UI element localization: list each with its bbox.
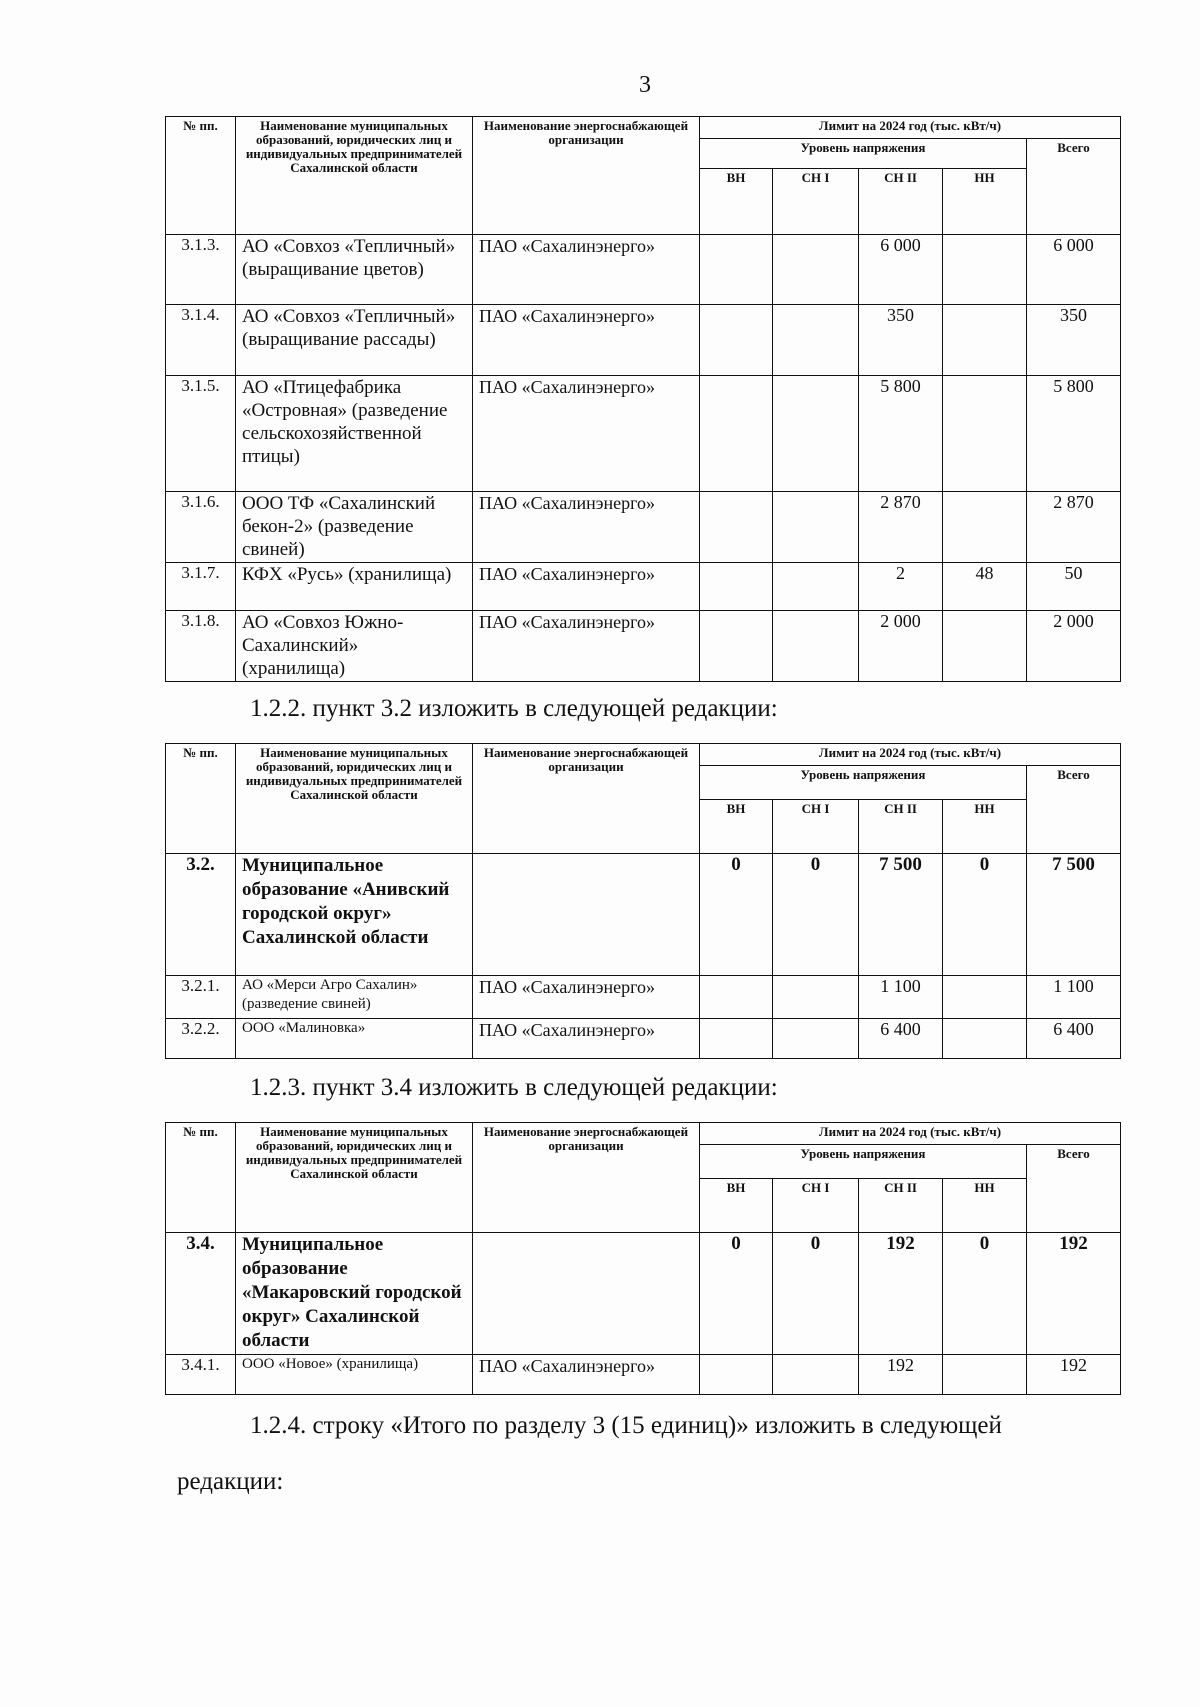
row-sn1: 0 — [773, 1233, 859, 1355]
row-nn: 48 — [943, 563, 1027, 611]
header-org: Наименование энергоснабжающей организации — [473, 744, 700, 854]
header-limit: Лимит на 2024 год (тыс. кВт/ч) — [700, 117, 1121, 139]
header-vn: ВН — [700, 1179, 773, 1233]
row-vn — [700, 611, 773, 682]
row-nn: 0 — [943, 854, 1027, 976]
header-limit: Лимит на 2024 год (тыс. кВт/ч) — [700, 1123, 1121, 1145]
table-row — [166, 976, 1121, 1019]
header-nn: НН — [943, 1179, 1027, 1233]
row-num: 3.4.1. — [166, 1355, 236, 1395]
row-nn — [943, 492, 1027, 563]
row-sn2: 2 000 — [859, 611, 943, 682]
row-name: АО «Птицефабрика «Островная» (разведение сельскохозяйственной птицы) — [236, 376, 473, 492]
row-sn2: 5 800 — [859, 376, 943, 492]
row-sn2: 6 400 — [859, 1019, 943, 1059]
row-name: АО «Совхоз «Тепличный» (выращивание рассады) — [236, 305, 473, 376]
row-nn — [943, 376, 1027, 492]
table-row — [166, 492, 1121, 563]
row-total: 6 000 — [1027, 235, 1121, 305]
row-num: 3.2.2. — [166, 1019, 236, 1059]
header-sn1: СН I — [773, 1179, 859, 1233]
header-vn: ВН — [700, 169, 773, 235]
row-vn: 0 — [700, 854, 773, 976]
row-sn2: 2 — [859, 563, 943, 611]
table-row — [166, 376, 1121, 492]
row-nn — [943, 235, 1027, 305]
row-sn1 — [773, 611, 859, 682]
row-org — [473, 854, 700, 976]
header-total: Всего — [1027, 1145, 1121, 1233]
row-sn2: 350 — [859, 305, 943, 376]
row-name: АО «Мерси Агро Сахалин» (разведение свиней) — [236, 976, 473, 1019]
limits-table-2 — [165, 743, 1121, 1059]
row-org: ПАО «Сахалинэнерго» — [473, 563, 700, 611]
paragraph-1-2-4-main: 1.2.4. строку «Итого по разделу 3 (15 единиц)» изложить в следующей — [250, 1412, 1002, 1439]
table-row — [166, 1233, 1121, 1355]
row-name: ООО «Малиновка» — [236, 1019, 473, 1059]
row-name: ООО «Новое» (хранилища) — [236, 1355, 473, 1395]
table-row — [166, 611, 1121, 682]
table-row — [166, 1019, 1121, 1059]
limits-table-3 — [165, 1122, 1121, 1395]
row-num: 3.2. — [166, 854, 236, 976]
row-nn — [943, 1355, 1027, 1395]
row-sn2: 1 100 — [859, 976, 943, 1019]
header-org: Наименование энергоснабжающей организации — [473, 117, 700, 235]
limits-table-1 — [165, 116, 1121, 682]
row-vn — [700, 976, 773, 1019]
row-nn — [943, 1019, 1027, 1059]
row-vn — [700, 235, 773, 305]
row-sn1 — [773, 305, 859, 376]
row-name: АО «Совхоз «Тепличный» (выращивание цветов) — [236, 235, 473, 305]
row-sn2: 192 — [859, 1233, 943, 1355]
header-num: № пп. — [166, 117, 236, 235]
row-org: ПАО «Сахалинэнерго» — [473, 611, 700, 682]
row-num: 3.2.1. — [166, 976, 236, 1019]
row-vn: 0 — [700, 1233, 773, 1355]
row-org: ПАО «Сахалинэнерго» — [473, 976, 700, 1019]
row-num: 3.1.5. — [166, 376, 236, 492]
paragraph-1-2-4 — [177, 1398, 1120, 1510]
header-name: Наименование муниципальных образований, юридических лиц и индивидуальных предпринимателей Сахалинской области — [236, 117, 473, 235]
row-num: 3.1.4. — [166, 305, 236, 376]
row-vn — [700, 1019, 773, 1059]
row-org: ПАО «Сахалинэнерго» — [473, 1355, 700, 1395]
row-name: Муниципальное образование «Макаровский городской округ» Сахалинской области — [236, 1233, 473, 1355]
row-nn — [943, 611, 1027, 682]
row-org: ПАО «Сахалинэнерго» — [473, 305, 700, 376]
header-limit: Лимит на 2024 год (тыс. кВт/ч) — [700, 744, 1121, 766]
row-nn — [943, 305, 1027, 376]
header-total: Всего — [1027, 139, 1121, 235]
header-total: Всего — [1027, 766, 1121, 854]
header-voltage: Уровень напряжения — [700, 1145, 1027, 1179]
row-nn — [943, 976, 1027, 1019]
table-row — [166, 563, 1121, 611]
row-num: 3.1.7. — [166, 563, 236, 611]
header-sn2: СН II — [859, 169, 943, 235]
table-row — [166, 854, 1121, 976]
row-num: 3.1.8. — [166, 611, 236, 682]
row-name: АО «Совхоз Южно-Сахалинский» (хранилища) — [236, 611, 473, 682]
row-vn — [700, 563, 773, 611]
row-total: 6 400 — [1027, 1019, 1121, 1059]
header-org: Наименование энергоснабжающей организации — [473, 1123, 700, 1233]
header-sn1: СН I — [773, 169, 859, 235]
row-total: 2 000 — [1027, 611, 1121, 682]
row-total: 5 800 — [1027, 376, 1121, 492]
row-sn1 — [773, 563, 859, 611]
header-voltage: Уровень напряжения — [700, 139, 1027, 169]
header-vn: ВН — [700, 800, 773, 854]
row-sn1 — [773, 376, 859, 492]
row-total: 1 100 — [1027, 976, 1121, 1019]
row-org: ПАО «Сахалинэнерго» — [473, 376, 700, 492]
row-num: 3.1.3. — [166, 235, 236, 305]
header-name: Наименование муниципальных образований, юридических лиц и индивидуальных предпринимателей Сахалинской области — [236, 744, 473, 854]
header-nn: НН — [943, 169, 1027, 235]
header-nn: НН — [943, 800, 1027, 854]
row-name: Муниципальное образование «Анивский городской округ» Сахалинской области — [236, 854, 473, 976]
page-number: 3 — [639, 72, 651, 98]
table-row — [166, 1355, 1121, 1395]
row-sn2: 7 500 — [859, 854, 943, 976]
row-sn1 — [773, 235, 859, 305]
table-row — [166, 235, 1121, 305]
row-org: ПАО «Сахалинэнерго» — [473, 235, 700, 305]
paragraph-1-2-2: 1.2.2. пункт 3.2 изложить в следующей редакции: — [250, 695, 778, 722]
row-total: 192 — [1027, 1233, 1121, 1355]
row-name: ООО ТФ «Сахалинский бекон-2» (разведение свиней) — [236, 492, 473, 563]
row-sn1 — [773, 1019, 859, 1059]
row-nn: 0 — [943, 1233, 1027, 1355]
row-num: 3.1.6. — [166, 492, 236, 563]
header-num: № пп. — [166, 1123, 236, 1233]
row-name: КФХ «Русь» (хранилища) — [236, 563, 473, 611]
row-org — [473, 1233, 700, 1355]
row-sn1 — [773, 1355, 859, 1395]
row-sn2: 6 000 — [859, 235, 943, 305]
header-sn2: СН II — [859, 1179, 943, 1233]
row-vn — [700, 376, 773, 492]
row-sn1 — [773, 976, 859, 1019]
row-sn1: 0 — [773, 854, 859, 976]
header-sn1: СН I — [773, 800, 859, 854]
row-vn — [700, 492, 773, 563]
paragraph-1-2-3: 1.2.3. пункт 3.4 изложить в следующей редакции: — [250, 1074, 778, 1101]
row-sn2: 2 870 — [859, 492, 943, 563]
header-name: Наименование муниципальных образований, юридических лиц и индивидуальных предпринимателей Сахалинской области — [236, 1123, 473, 1233]
row-total: 50 — [1027, 563, 1121, 611]
header-num: № пп. — [166, 744, 236, 854]
header-voltage: Уровень напряжения — [700, 766, 1027, 800]
row-total: 7 500 — [1027, 854, 1121, 976]
row-vn — [700, 1355, 773, 1395]
header-sn2: СН II — [859, 800, 943, 854]
paragraph-1-2-4-tail: редакции: — [177, 1468, 284, 1495]
row-org: ПАО «Сахалинэнерго» — [473, 1019, 700, 1059]
row-total: 350 — [1027, 305, 1121, 376]
row-vn — [700, 305, 773, 376]
table-row — [166, 305, 1121, 376]
row-total: 192 — [1027, 1355, 1121, 1395]
row-org: ПАО «Сахалинэнерго» — [473, 492, 700, 563]
row-num: 3.4. — [166, 1233, 236, 1355]
row-total: 2 870 — [1027, 492, 1121, 563]
row-sn1 — [773, 492, 859, 563]
row-sn2: 192 — [859, 1355, 943, 1395]
